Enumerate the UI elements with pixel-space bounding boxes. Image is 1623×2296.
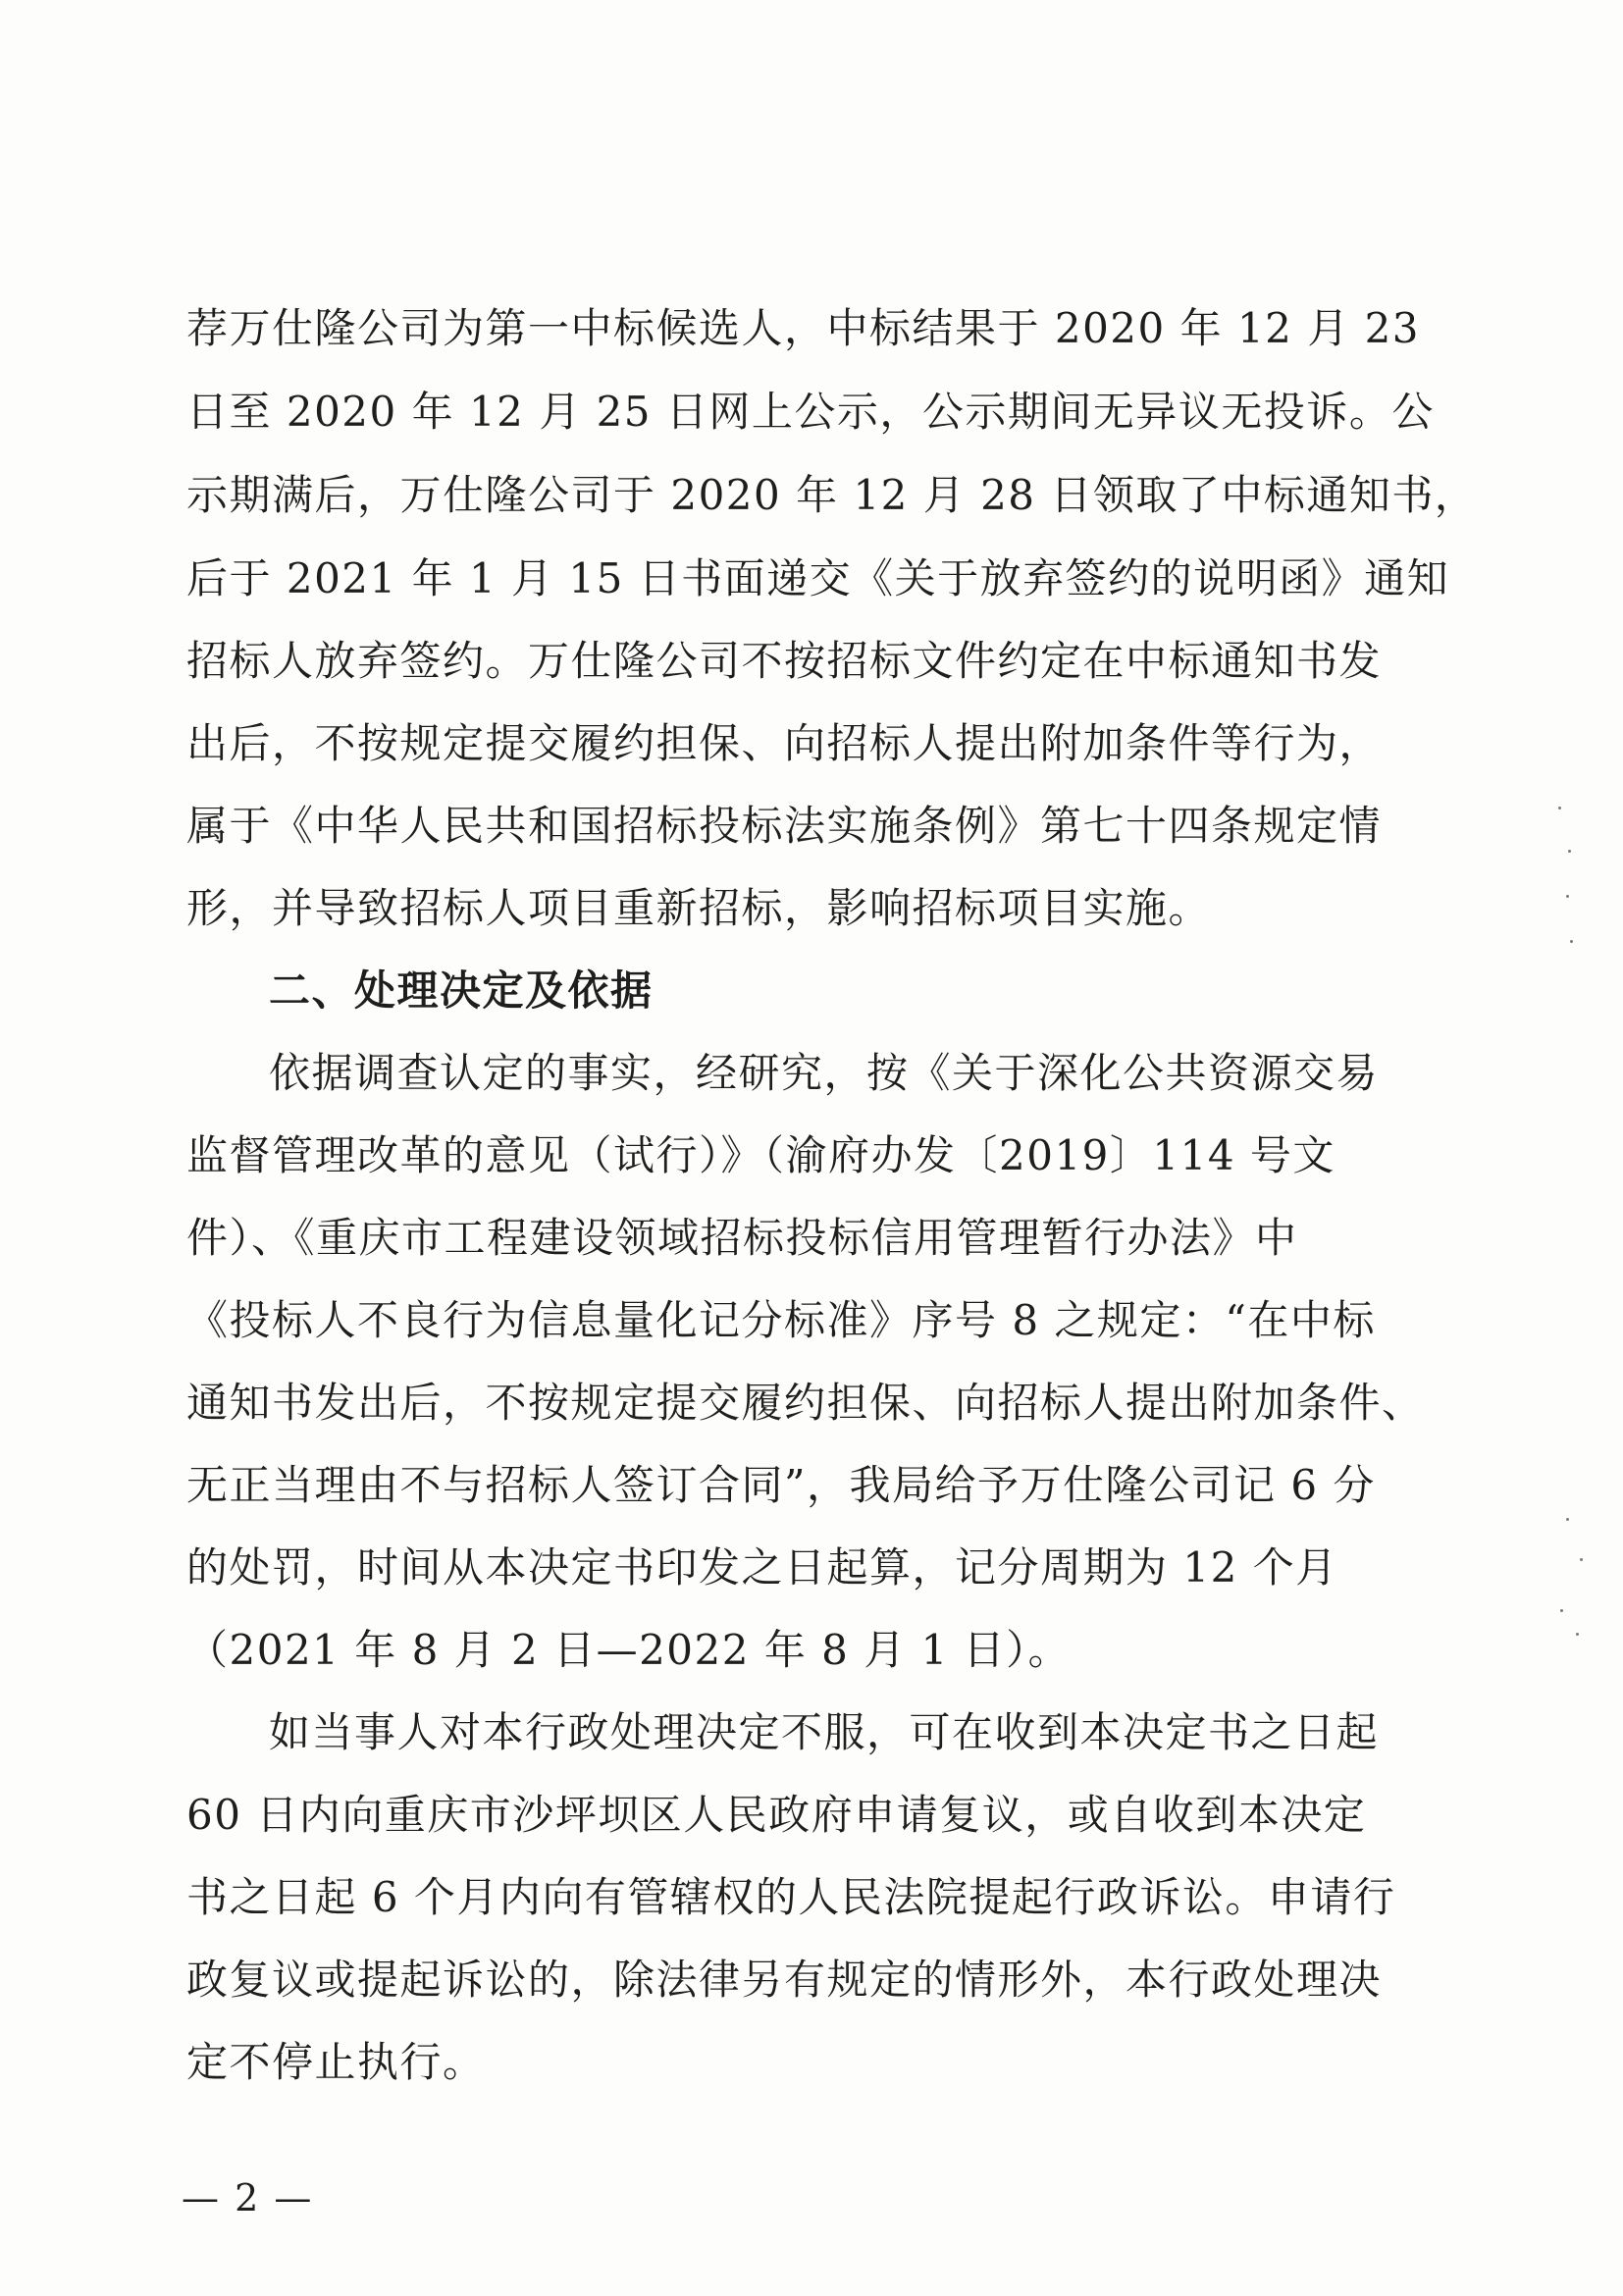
- body-line: 日至 2020 年 12 月 25 日网上公示，公示期间无异议无投诉。公: [186, 388, 1435, 436]
- body-line: 依据调查认定的事实，经研究，按《关于深化公共资源交易: [269, 1049, 1380, 1097]
- scan-speck: [1580, 1558, 1583, 1561]
- body-line: 招标人放弃签约。万仕隆公司不按招标文件约定在中标通知书发: [186, 637, 1383, 685]
- body-line: 如当事人对本行政处理决定不服，可在收到本决定书之日起: [269, 1708, 1380, 1756]
- scan-speck: [1566, 1518, 1569, 1521]
- body-line: 示期满后，万仕隆公司于 2020 年 12 月 28 日领取了中标通知书，: [186, 471, 1478, 519]
- body-line: 无正当理由不与招标人签订合同”，我局给予万仕隆公司记 6 分: [186, 1461, 1376, 1509]
- page-number: — 2 —: [182, 2176, 314, 2219]
- body-line: 书之日起 6 个月内向有管辖权的人民法院提起行政诉讼。申请行: [186, 1873, 1396, 1921]
- body-line: 政复议或提起诉讼的，除法律另有规定的情形外，本行政处理决: [186, 1956, 1383, 2004]
- body-line: 60 日内向重庆市沙坪坝区人民政府申请复议，或自收到本决定: [186, 1791, 1367, 1839]
- body-line: 定不停止执行。: [186, 2038, 486, 2086]
- body-line: 件）、《重庆市工程建设领域招标投标信用管理暂行办法》中: [186, 1214, 1298, 1262]
- scan-speck: [1566, 895, 1569, 898]
- body-line: 出后，不按规定提交履约担保、向招标人提出附加条件等行为，: [186, 719, 1383, 767]
- body-line: 后于 2021 年 1 月 15 日书面递交《关于放弃签约的说明函》通知: [186, 554, 1450, 602]
- scan-speck: [1560, 1609, 1563, 1612]
- body-line: 《投标人不良行为信息量化记分标准》序号 8 之规定：“在中标: [186, 1296, 1376, 1344]
- body-line: 通知书发出后，不按规定提交履约担保、向招标人提出附加条件、: [186, 1379, 1425, 1427]
- body-line: 属于《中华人民共和国招标投标法实施条例》第七十四条规定情: [186, 802, 1383, 850]
- body-line: 监督管理改革的意见（试行）》（渝府办发〔2019〕114 号文: [186, 1131, 1335, 1179]
- body-line: 荐万仕隆公司为第一中标候选人，中标结果于 2020 年 12 月 23: [186, 304, 1421, 352]
- body-line: （2021 年 8 月 2 日—2022 年 8 月 1 日）。: [186, 1626, 1072, 1674]
- section-heading: 二、处理决定及依据: [269, 966, 654, 1015]
- scan-speck: [1568, 850, 1571, 853]
- body-line: 形，并导致招标人项目重新招标，影响招标项目实施。: [186, 884, 1212, 932]
- scan-speck: [1576, 1633, 1579, 1636]
- scan-speck: [1558, 807, 1561, 809]
- scan-speck: [1570, 940, 1573, 943]
- body-line: 的处罚，时间从本决定书印发之日起算，记分周期为 12 个月: [186, 1543, 1338, 1592]
